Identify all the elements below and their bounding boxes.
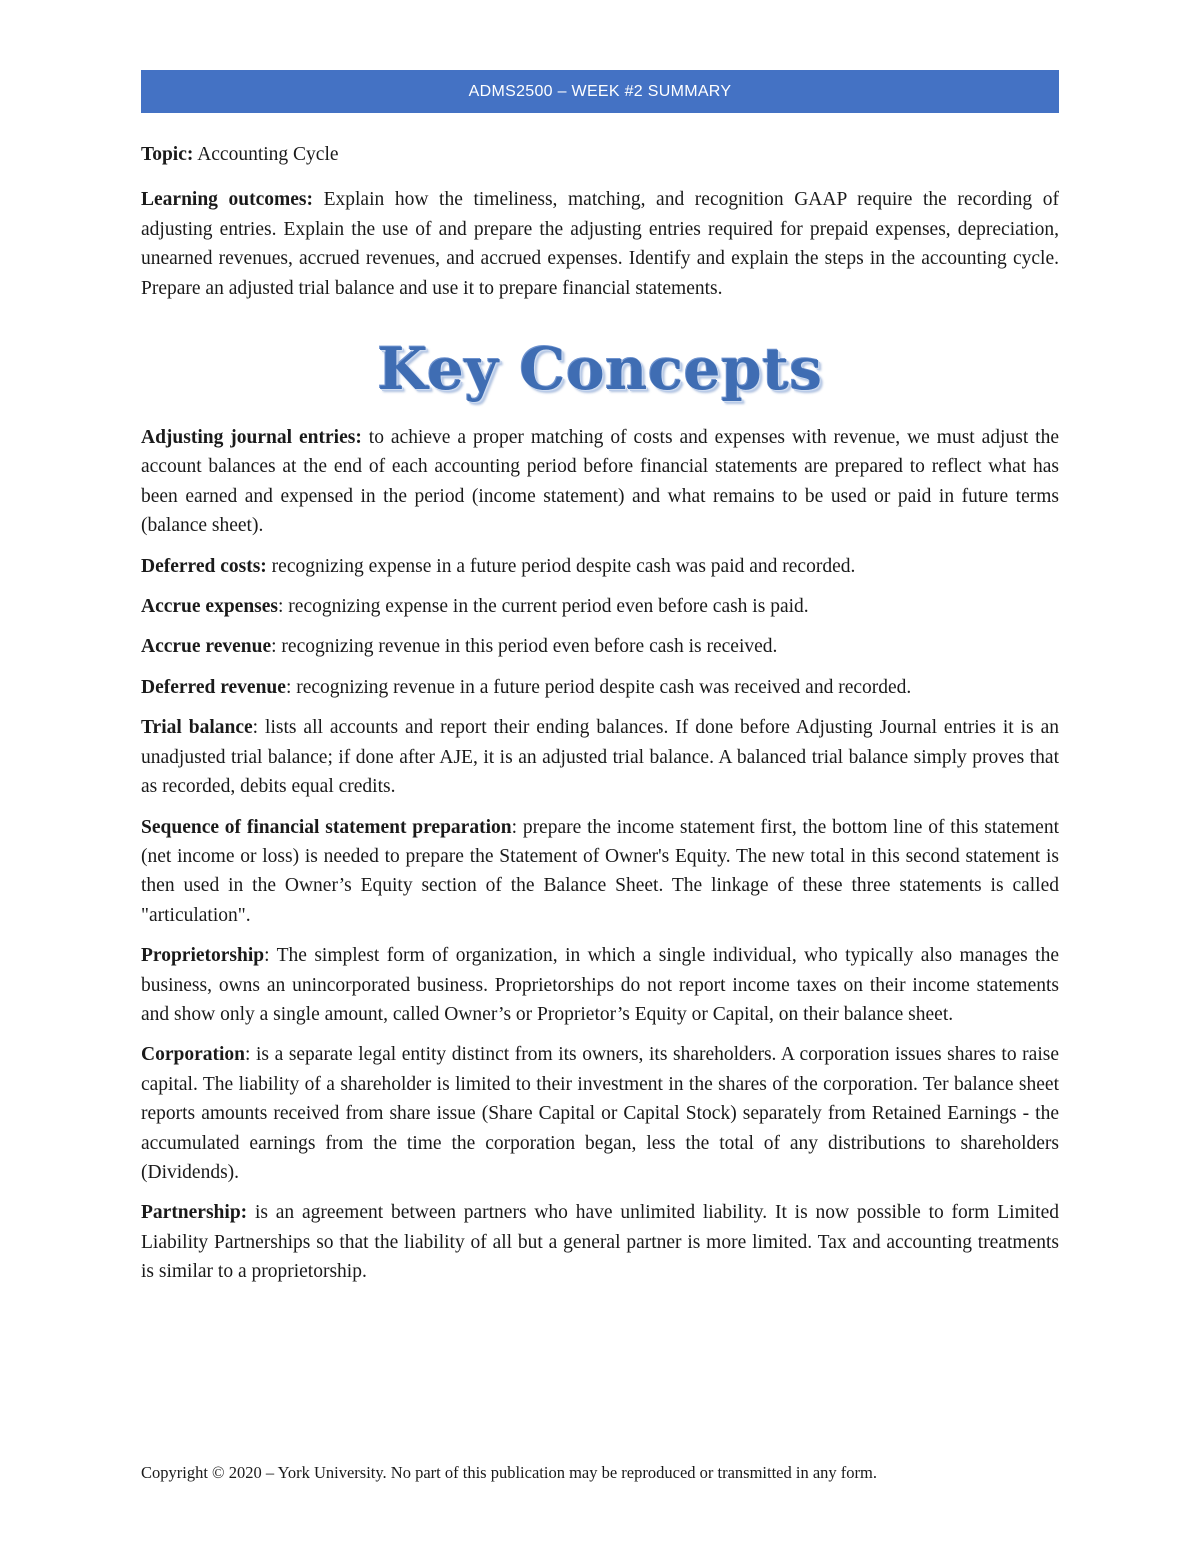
header-title: ADMS2500 – WEEK #2 SUMMARY	[468, 82, 732, 100]
concept-term: Accrue revenue	[141, 636, 272, 658]
topic-text: Accounting Cycle	[193, 144, 339, 165]
concept-term: Proprietorship	[141, 945, 265, 967]
concept-definition: : recognizing expense in the current period even before cash is paid.	[278, 596, 809, 618]
topic-label: Topic:	[141, 144, 194, 165]
concept-deferred-revenue	[141, 673, 1059, 702]
concept-accrue-revenue	[141, 632, 1059, 661]
learning-outcomes-paragraph	[141, 185, 1059, 303]
concept-definition: : The simplest form of organization, in which a single individual, who typically also manages the business, owns an unincorporated business. Proprietorships do not report income taxes on their income statements and show only a single amount, called Owner’s or Proprietor’s Equity or Capital, on their balance sheet.	[141, 945, 1059, 1025]
concept-accrue-expenses	[141, 592, 1059, 621]
concept-term: Deferred costs:	[141, 555, 267, 577]
key-concepts-heading: Key Concepts	[377, 335, 823, 404]
copyright-text: Copyright © 2020 – York University. No part of this publication may be reproduced or transmitted in any form.	[141, 1463, 877, 1482]
copyright-footer	[141, 1462, 1059, 1484]
topic-paragraph	[141, 140, 1059, 169]
header-bar	[141, 70, 1059, 113]
concept-definition: : recognizing revenue in a future period despite cash was received and recorded.	[285, 676, 912, 698]
concept-deferred-costs	[141, 552, 1059, 581]
concept-definition: : prepare the income statement first, the bottom line of this statement (net income or loss) is needed to prepare the Statement of Owner's Equity. The new total in this second statement is then used in the Owner’s Equity section of the Balance Sheet. The linkage of these three statements is called "articulation".	[141, 816, 1059, 926]
concept-definition: : is a separate legal entity distinct from its owners, its shareholders. A corporation issues shares to raise capital. The liability of a shareholder is limited to their investment in the shares of the corporation. Ter balance sheet reports amounts received from share issue (Share Capital or Capital Stock) separately from Retained Earnings - the accumulated earnings from the time the corporation began, less the total of any distributions to shareholders (Dividends).	[141, 1044, 1059, 1183]
concept-definition: is an agreement between partners who have unlimited liability. It is now possible to form Limited Liability Partnerships so that the liability of all but a general partner is more limited. Tax and accounting treatments is similar to a proprietorship.	[141, 1202, 1059, 1283]
concept-term: Partnership:	[141, 1202, 248, 1224]
concept-term: Sequence of financial statement preparation	[141, 816, 512, 838]
concept-proprietorship	[141, 941, 1059, 1029]
learning-outcomes-text: Explain how the timeliness, matching, and recognition GAAP require the recording of adjusting entries. Explain the use of and prepare the adjusting entries required for prepaid expenses, depreciation, unearned revenues, accrued revenues, and accrued expenses. Identify and explain the steps in the accounting cycle. Prepare an adjusted trial balance and use it to prepare financial statements.	[141, 189, 1059, 299]
concept-trial-balance	[141, 713, 1059, 801]
concept-term: Deferred revenue	[141, 676, 286, 698]
learning-outcomes-label: Learning outcomes:	[141, 189, 313, 211]
document-body	[141, 140, 1059, 1298]
concept-term: Trial balance	[141, 717, 253, 739]
concept-definition: to achieve a proper matching of costs and expenses with revenue, we must adjust the account balances at the end of each accounting period before financial statements are prepared to reflect what has been earned and expensed in the period (income statement) and what remains to be used or paid in future terms (balance sheet).	[141, 427, 1060, 537]
concept-partnership	[141, 1198, 1059, 1286]
concept-adjusting-journal-entries	[141, 423, 1059, 541]
concept-definition: : recognizing revenue in this period even before cash is received.	[271, 636, 778, 658]
concept-term: Corporation	[141, 1044, 245, 1066]
concept-term: Accrue expenses	[141, 596, 279, 618]
concept-sequence-of-statements	[141, 813, 1059, 931]
concept-corporation	[141, 1040, 1059, 1187]
concept-definition: recognizing expense in a future period despite cash was paid and recorded.	[266, 555, 856, 577]
concept-definition: : lists all accounts and report their ending balances. If done before Adjusting Journal entries it is an unadjusted trial balance; if done after AJE, it is an adjusted trial balance. A balanced trial balance simply proves that as recorded, debits equal credits.	[141, 717, 1059, 798]
concept-term: Adjusting journal entries:	[141, 427, 362, 449]
